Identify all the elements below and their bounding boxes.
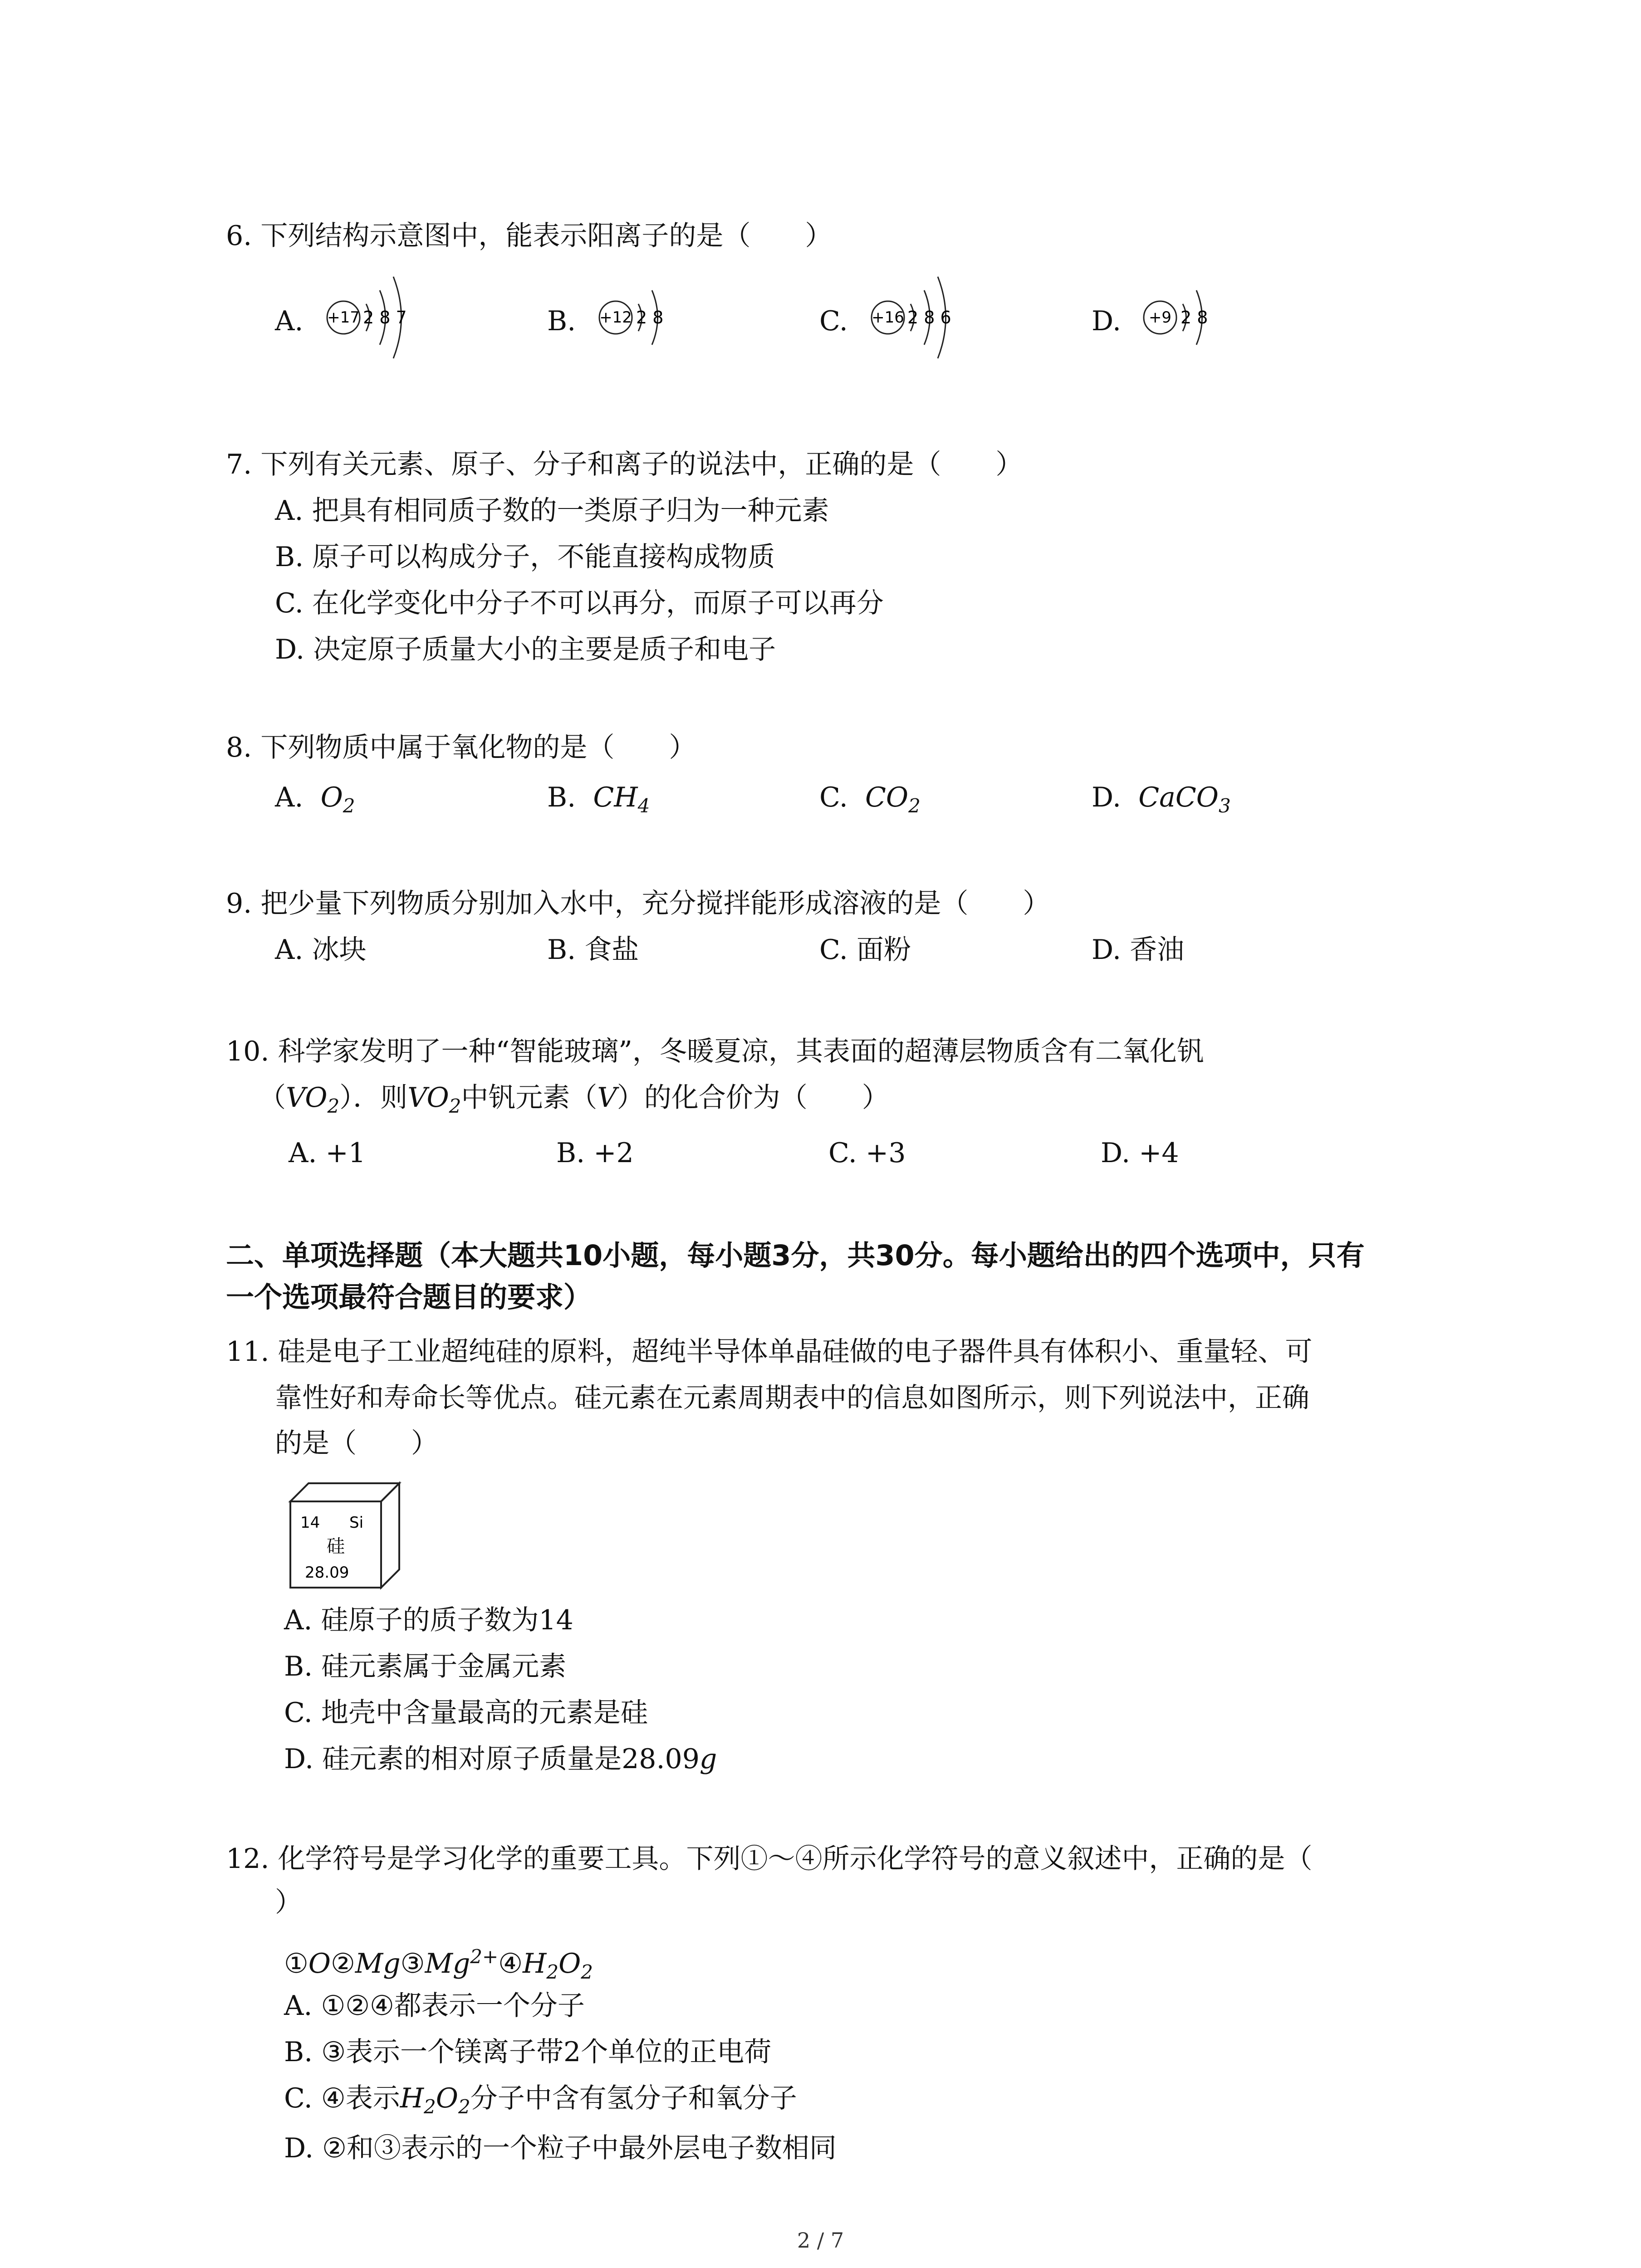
q6-option-d-diagram <box>1140 279 1230 358</box>
q10-option-c: C. +3 <box>828 1137 906 1169</box>
q6-option-a-letter: A. <box>275 305 304 337</box>
q6-b-nucleus: +12 <box>599 308 632 327</box>
q10-stem-line2: $(VO_2)$．则$VO_2$中钒元素（V）的化合价为（ ） <box>259 1082 889 1117</box>
q6-d-shells: 2 8 <box>1181 308 1208 327</box>
q12-option-d: D. ②和③表示的一个粒子中最外层电子数相同 <box>284 2132 837 2164</box>
q8-option-a: A. $O_2$ <box>275 782 355 817</box>
q6-option-c-letter: C. <box>819 305 848 337</box>
q11-stem-line1: 11. 硅是电子工业超纯硅的原料，超纯半导体单晶硅做的电子器件具有体积小、重量轻、可 <box>226 1336 1313 1368</box>
element-symbol: Si <box>349 1514 364 1532</box>
q7-option-a: A. 把具有相同质子数的一类原子归为一种元素 <box>275 495 829 527</box>
q6-b-shells: 2 8 <box>636 308 664 327</box>
q8-stem: 8. 下列物质中属于氧化物的是（ ） <box>226 732 696 763</box>
section2-heading-line1: 二、单项选择题（本大题共10小题，每小题3分，共30分。每小题给出的四个选项中，只有 <box>226 1239 1365 1272</box>
q7-option-b: B. 原子可以构成分子，不能直接构成物质 <box>275 541 775 573</box>
q11-option-a: A. 硅原子的质子数为14 <box>284 1604 573 1636</box>
q9-option-d: D. 香油 <box>1092 934 1185 966</box>
section2-heading-line2: 一个选项最符合题目的要求） <box>226 1281 592 1314</box>
q12-option-c: C. ④表示$H_2O_2$分子中含有氢分子和氧分子 <box>284 2082 797 2118</box>
q9-option-b: B. 食盐 <box>547 934 639 966</box>
q6-a-shells: 2 8 7 <box>363 308 407 327</box>
q9-option-c: C. 面粉 <box>819 934 911 966</box>
q6-option-d-letter: D. <box>1092 305 1122 337</box>
q10-option-b: B. +2 <box>556 1137 634 1169</box>
q11-stem-line2: 靠性好和寿命长等优点。硅元素在元素周期表中的信息如图所示，则下列说法中，正确 <box>275 1382 1309 1414</box>
q7-stem: 7. 下列有关元素、原子、分子和离子的说法中，正确的是（ ） <box>226 449 1023 480</box>
q12-stem-line2: ） <box>275 1887 302 1918</box>
q6-a-nucleus: +17 <box>327 308 360 327</box>
q8-option-b: B. $CH_4$ <box>547 782 650 817</box>
q8-option-c: C. $CO_2$ <box>819 782 921 817</box>
element-name: 硅 <box>327 1536 345 1557</box>
q6-stem: 6. 下列结构示意图中，能表示阳离子的是（ ） <box>226 220 833 252</box>
q10-option-a: A. +1 <box>289 1137 366 1169</box>
q6-c-shells: 2 8 6 <box>907 308 951 327</box>
q6-option-a-diagram <box>323 265 423 371</box>
q6-d-nucleus: +9 <box>1148 308 1172 327</box>
q11-option-b: B. 硅元素属于金属元素 <box>284 1651 567 1682</box>
q11-option-d: D. 硅元素的相对原子质量是28.09g <box>284 1743 717 1775</box>
q6-option-b-diagram <box>595 279 686 358</box>
q12-option-a: A. ①②④都表示一个分子 <box>284 1990 585 2022</box>
q12-option-b: B. ③表示一个镁离子带2个单位的正电荷 <box>284 2036 772 2068</box>
q10-stem-line1: 10. 科学家发明了一种“智能玻璃”，冬暖夏凉，其表面的超薄层物质含有二氧化钒 <box>226 1036 1204 1067</box>
q9-option-a: A. 冰块 <box>275 934 367 966</box>
q6-option-c-diagram <box>867 265 967 371</box>
element-number: 14 <box>300 1514 320 1532</box>
q6-option-b-letter: B. <box>547 305 576 337</box>
element-mass: 28.09 <box>305 1564 349 1582</box>
q11-option-c: C. 地壳中含量最高的元素是硅 <box>284 1697 648 1729</box>
q12-stem-line1: 12. 化学符号是学习化学的重要工具。下列①～④所示化学符号的意义叙述中，正确的是（ <box>226 1843 1313 1875</box>
q10-option-d: D. +4 <box>1101 1137 1179 1169</box>
q7-option-d: D. 决定原子质量大小的主要是质子和电子 <box>275 634 776 665</box>
silicon-element-card <box>286 1479 404 1592</box>
q6-c-nucleus: +16 <box>872 308 904 327</box>
q7-option-c: C. 在化学变化中分子不可以再分，而原子可以再分 <box>275 587 884 619</box>
q8-option-d: D. CaCO$_3$ <box>1092 782 1231 817</box>
q11-stem-line3: 的是（ ） <box>275 1427 438 1459</box>
q12-symbols: $①O②Mg③Mg^{2+}④H_2O_2$ <box>284 1945 593 1983</box>
q9-stem: 9. 把少量下列物质分别加入水中，充分搅拌能形成溶液的是（ ） <box>226 888 1050 919</box>
page-number: 2 / 7 <box>797 2228 844 2253</box>
